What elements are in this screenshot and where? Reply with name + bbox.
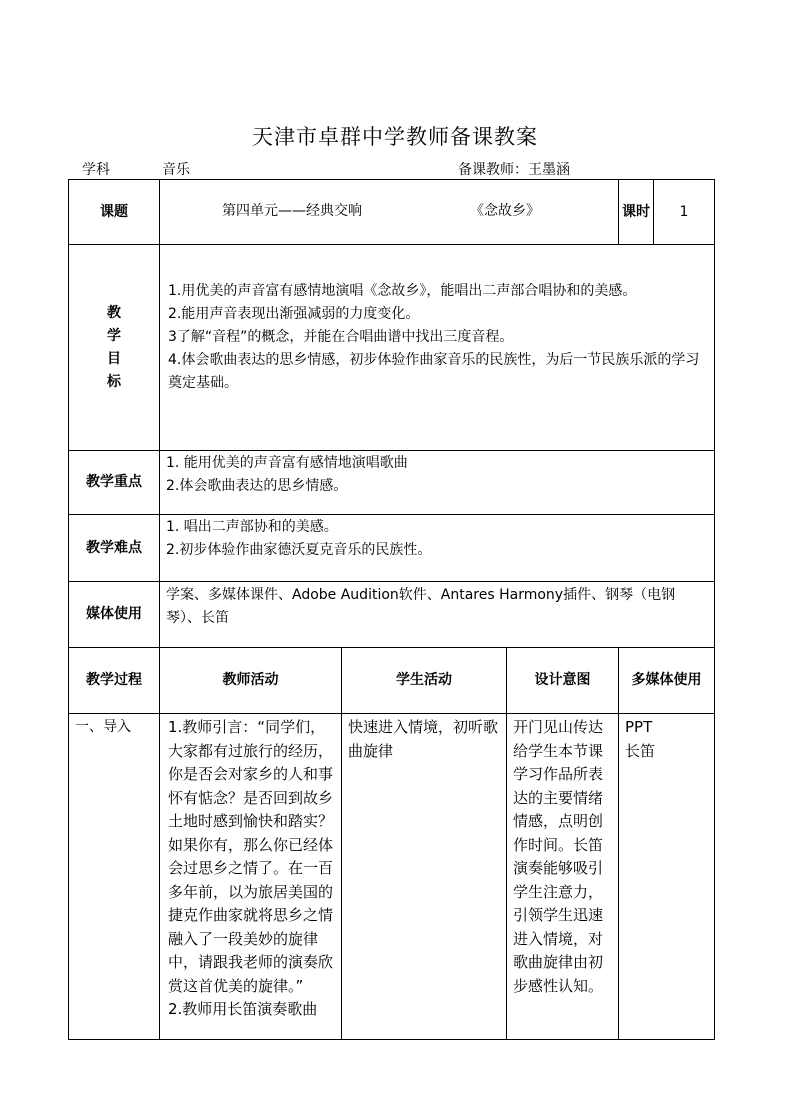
topic-label: 课题 [69,180,160,245]
difficulty-item: 1. 唱出二声部协和的美感。 [166,519,338,535]
topic-cell [160,180,619,245]
objective-item: 3了解“音程”的概念，并能在合唱曲谱中找出三度音程。 [168,329,514,345]
objectives-label-char: 学 [107,327,121,344]
process-header: 教学过程 [69,648,160,714]
period-value: 1 [654,180,715,245]
intro-student-activity: 快速进入情境，初听歌曲旋律 [342,714,507,1040]
document-title: 天津市卓群中学教师备课教案 [252,125,538,149]
topic-row [69,180,715,245]
media-content: 学案、多媒体课件、Adobe Audition软件、Antares Harmony插件、钢琴（电钢琴）、长笛 [160,582,715,648]
intro-media-ppt: PPT [625,718,653,736]
objective-item: 1.用优美的声音富有感情地演唱《念故乡》，能唱出二声部合唱协和的美感。 [168,283,637,299]
difficulties-label: 教学难点 [69,515,160,582]
key-point-item: 1. 能用优美的声音富有感情地演唱歌曲 [166,455,408,471]
objectives-content [160,245,715,451]
intro-row [69,714,715,1040]
objectives-label-char: 教 [107,304,121,321]
difficulties-content [160,515,715,582]
key-points-label: 教学重点 [69,451,160,515]
intro-media-flute: 长笛 [625,741,656,760]
objective-item: 2.能用声音表现出渐强减弱的力度变化。 [168,306,420,322]
objectives-label-char: 标 [107,373,121,390]
media-row [69,582,715,648]
difficulty-item: 2.初步体验作曲家德沃夏克音乐的民族性。 [166,542,432,558]
teacher-activity-text-2: 2.教师用长笛演奏歌曲 [168,1000,318,1018]
difficulties-row [69,515,715,582]
objectives-row [69,245,715,451]
objectives-label [69,245,160,451]
lesson-plan-table [68,179,715,1040]
key-points-row [69,451,715,515]
teacher-activity-text: 1.教师引言：“同学们，大家都有过旅行的经历，你是否会对家乡的人和事怀有惦念？是否回到故乡土地时感到愉快和踏实？如果你有，那么你已经体会过思乡之情了。在一百多年前，以为旅居美国的捷克作曲家就将思乡之情融入了一段美妙的旋律中，请跟我老师的演奏欣赏这首优美的旋律。” [168,718,334,995]
intro-teacher-activity [160,714,342,1040]
intro-stage: 一、导入 [69,714,160,1040]
process-header-row [69,648,715,714]
subject-label: 学科 [82,162,110,178]
student-activity-header: 学生活动 [342,648,507,714]
subject-value: 音乐 [162,162,190,178]
intro-design-intent: 开门见山传达给学生本节课学习作品所表达的主要情绪情感，点明创作时间。长笛演奏能够吸引学生注意力，引领学生迅速进入情境，对歌曲旋律由初步感性认知。 [507,714,619,1040]
key-points-content [160,451,715,515]
topic-song: 《念故乡》 [470,203,540,219]
objectives-label-char: 目 [107,350,121,367]
objective-item: 4.体会歌曲表达的思乡情感，初步体验作曲家音乐的民族性，为后一节民族乐派的学习奠定基础。 [168,352,700,391]
teacher-name: 王墨涵 [528,162,570,178]
teacher-activity-header: 教师活动 [160,648,342,714]
teacher-label [458,159,570,179]
design-intent-header: 设计意图 [507,648,619,714]
media-label: 媒体使用 [69,582,160,648]
teacher-label-text: 备课教师： [458,162,528,178]
topic-unit: 第四单元——经典交响 [222,203,362,219]
media-use-header: 多媒体使用 [619,648,715,714]
intro-media [619,714,715,1040]
period-label: 课时 [619,180,654,245]
key-point-item: 2.体会歌曲表达的思乡情感。 [166,478,348,494]
